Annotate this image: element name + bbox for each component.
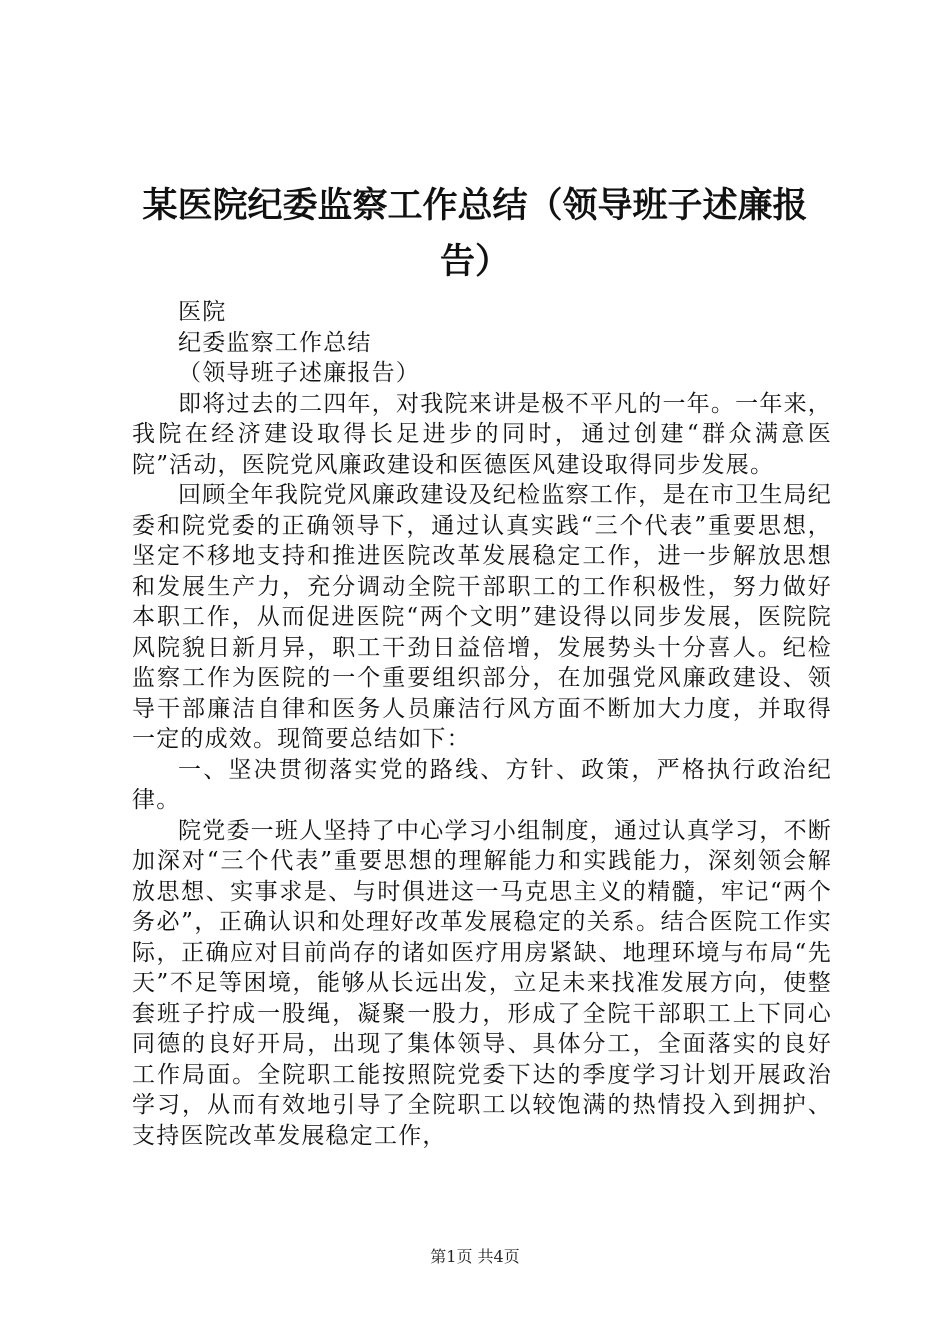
paragraph: 院党委一班人坚持了中心学习小组制度，通过认真学习，不断加深对“三个代表”重要思想的理解能力和实践能力，深刻领会解放思想、实事求是、与时俱进这一马克思主义的精髓，牢记“两个务必”，正确认识和处理好改革发展稳定的关系。结合医院工作实际，正确应对目前尚存的诸如医疗用房紧缺、地理环境与布局“先天”不足等困境，能够从长远出发，立足未来找准发展方向，使整套班子拧成一股绳，凝聚一股力，形成了全院干部职工上下同心同德的良好开局，出现了集体领导、具体分工，全面落实的良好工作局面。全院职工能按照院党委下达的季度学习计划开展政治学习，从而有效地引导了全院职工以较饱满的热情投入到拥护、支持医院改革发展稳定工作， (132, 817, 832, 1149)
paragraph: 回顾全年我院党风廉政建设及纪检监察工作，是在市卫生局纪委和院党委的正确领导下，通过认真实践“三个代表”重要思想，坚定不移地支持和推进医院改革发展稳定工作，进一步解放思想和发展生产力，充分调动全院干部职工的工作积极性，努力做好本职工作，从而促进医院“两个文明”建设得以同步发展，医院院风院貌日新月异，职工干劲日益倍增，发展势头十分喜人。纪检监察工作为医院的一个重要组织部分，在加强党风廉政建设、领导干部廉洁自律和医务人员廉洁行风方面不断加大力度，并取得一定的成效。现简要总结如下： (132, 482, 832, 752)
heading-line-report: （领导班子述廉报告） (178, 360, 420, 386)
heading-line-hospital: 医院 (178, 299, 227, 325)
title-line-2: 告） (439, 241, 510, 282)
section-heading: 一、坚决贯彻落实党的路线、方针、政策，严格执行政治纪律。 (132, 756, 832, 813)
document-title (120, 178, 830, 290)
page-footer: 第1页 共4页 (430, 1247, 520, 1266)
title-line-1: 某医院纪委监察工作总结（领导班子述廉报 (142, 185, 808, 226)
document-body (132, 297, 832, 1151)
heading-line-summary: 纪委监察工作总结 (178, 329, 372, 356)
paragraph: 即将过去的二四年，对我院来讲是极不平凡的一年。一年来，我院在经济建设取得长足进步的同时，通过创建“群众满意医院”活动，医院党风廉政建设和医德医风建设取得同步发展。 (132, 390, 832, 478)
